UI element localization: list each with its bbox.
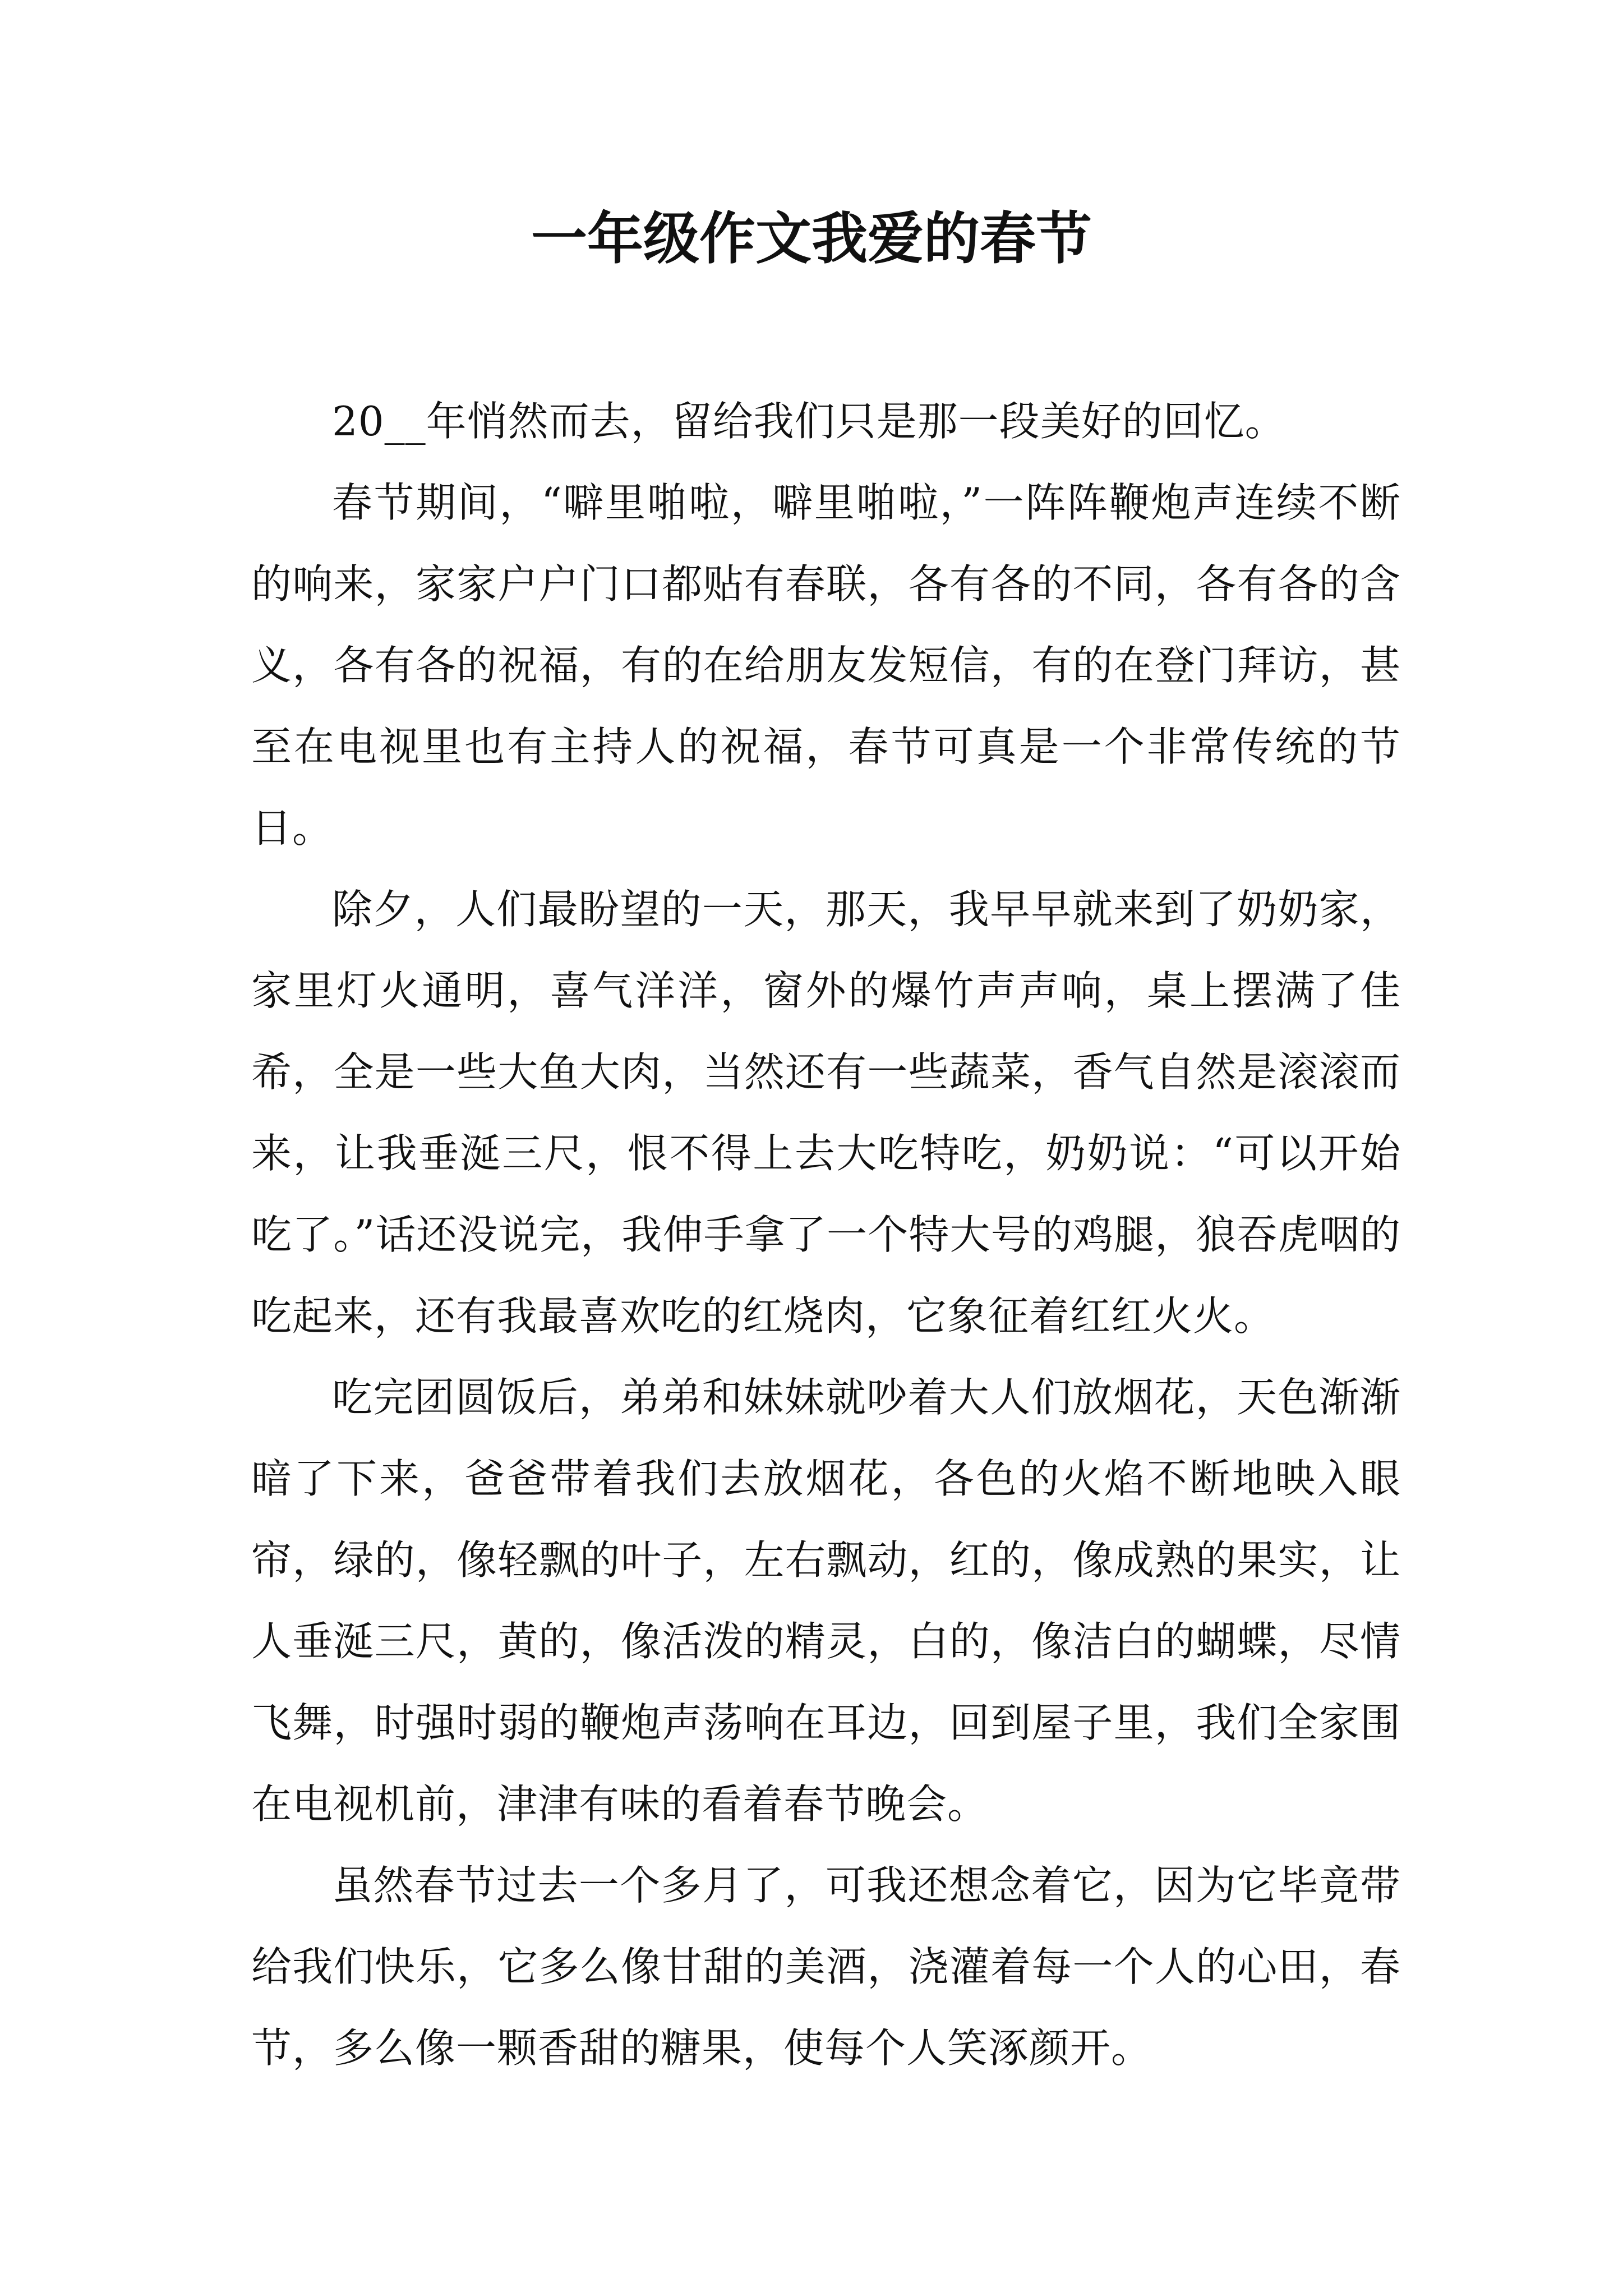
document-body	[251, 381, 1401, 2089]
document-title: 一年级作文我爱的春节	[531, 205, 1092, 272]
paragraph: 除夕，人们最盼望的一天，那天，我早早就来到了奶奶家，家里灯火通明，喜气洋洋，窗外的爆竹声声响，桌上摆满了佳希，全是一些大鱼大肉，当然还有一些蔬菜，香气自然是滚滚而来，让我垂涎三尺，恨不得上去大吃特吃，奶奶说：“可以开始吃了。”话还没说完，我伸手拿了一个特大号的鸡腿，狼吞虎咽的吃起来，还有我最喜欢吃的红烧肉，它象征着红红火火。	[251, 886, 1401, 1340]
paragraph: 吃完团圆饭后，弟弟和妹妹就吵着大人们放烟花，天色渐渐暗了下来，爸爸带着我们去放烟花，各色的火焰不断地映入眼帘，绿的，像轻飘的叶子，左右飘动，红的，像成熟的果实，让人垂涎三尺，黄的，像活泼的精灵，白的，像洁白的蝴蝶，尽情飞舞，时强时弱的鞭炮声荡响在耳边，回到屋子里，我们全家围在电视机前，津津有味的看着春节晚会。	[251, 1374, 1401, 1828]
paragraph: 虽然春节过去一个多月了，可我还想念着它，因为它毕竟带给我们快乐，它多么像甘甜的美酒，浇灌着每一个人的心田，春节，多么像一颗香甜的糖果，使每个人笑涿颜开。	[251, 1862, 1401, 2072]
paragraph: 20__年悄然而去，留给我们只是那一段美好的回忆。	[332, 398, 1286, 445]
paragraph: 春节期间，“噼里啪啦，噼里啪啦，”一阵阵鞭炮声连续不断的响来，家家户户门口都贴有春联，各有各的不同，各有各的含义，各有各的祝福，有的在给朋友发短信，有的在登门拜访，甚至在电视里也有主持人的祝福，春节可真是一个非常传统的节日。	[251, 479, 1401, 852]
